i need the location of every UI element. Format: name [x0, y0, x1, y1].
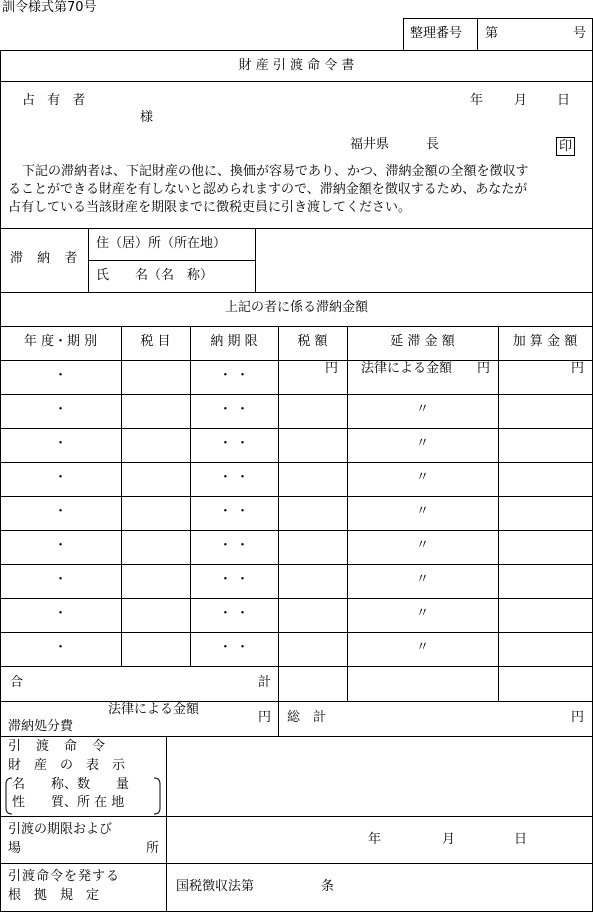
row-rule	[0, 428, 593, 429]
row-rule	[0, 462, 593, 463]
form-title: 財 産 引 渡 命 令 書	[238, 58, 355, 73]
row-period: ・	[53, 470, 67, 485]
col-line-3	[278, 326, 279, 736]
date-day: 日	[557, 93, 571, 108]
row-rule	[0, 632, 593, 633]
ref-prefix: 第	[485, 26, 499, 41]
deadline-day: 日	[514, 832, 528, 847]
occupant-label: 占 有 者	[22, 93, 90, 108]
title-rule	[0, 81, 593, 82]
basis-value-suffix: 条	[321, 879, 335, 894]
row-late-ditto: 〃	[415, 436, 429, 451]
frame-top	[0, 50, 593, 51]
disposal-label: 滞納処分費	[8, 719, 74, 734]
delinquent-address-label: 住（居）所（所在地）	[96, 236, 227, 251]
col-header-period: 年 度・期 別	[23, 334, 98, 349]
row-rule	[0, 598, 593, 599]
lower-label-divider	[166, 736, 167, 912]
property-line-1: 引 渡 命 令	[8, 739, 107, 754]
row-period: ・	[53, 402, 67, 417]
row1-due: ・ ・	[218, 368, 250, 383]
row1-period: ・	[53, 368, 67, 383]
deadline-year: 年	[368, 832, 382, 847]
disposal-rule	[0, 736, 593, 737]
ref-box-left	[403, 18, 404, 50]
property-rule	[0, 816, 593, 817]
occupant-sama: 様	[140, 110, 154, 125]
row1-late-legal: 法律による金額	[361, 361, 453, 376]
row-due: ・ ・	[218, 640, 250, 655]
row-late-ditto: 〃	[415, 606, 429, 621]
row-period: ・	[53, 606, 67, 621]
row-period: ・	[53, 640, 67, 655]
row-due: ・ ・	[218, 572, 250, 587]
row1-add-unit: 円	[571, 361, 585, 376]
deadline-line-2b: 所	[146, 841, 160, 856]
row-rule-1	[0, 394, 593, 395]
row-late-ditto: 〃	[415, 470, 429, 485]
grand-total-label: 総 計	[287, 710, 327, 725]
issuer-chief: 長	[426, 137, 440, 152]
date-month: 月	[514, 93, 528, 108]
form-number: 訓令様式第70号	[2, 0, 97, 15]
row-late-ditto: 〃	[415, 640, 429, 655]
total-label-right: 計	[258, 675, 272, 690]
row-rule	[0, 530, 593, 531]
row-due: ・ ・	[218, 504, 250, 519]
basis-value-prefix: 国税徴収法第	[176, 879, 255, 894]
row-due: ・ ・	[218, 538, 250, 553]
deadline-rule	[0, 863, 593, 864]
col-header-additional: 加 算 金 額	[512, 334, 578, 349]
property-line-2: 財 産 の 表 示	[8, 758, 126, 773]
total-rule	[0, 701, 593, 702]
issuer-pref: 福井県	[350, 137, 390, 152]
property-line-4: 性 質、所 在 地	[12, 795, 125, 810]
ref-box-top	[403, 18, 593, 19]
row-late-ditto: 〃	[415, 402, 429, 417]
row-rule	[0, 564, 593, 565]
header-rule	[0, 360, 593, 361]
row-late-ditto: 〃	[415, 572, 429, 587]
date-year: 年	[470, 93, 484, 108]
delinquent-label: 滞 納 者	[10, 251, 83, 266]
row-period: ・	[53, 572, 67, 587]
ref-label: 整理番号	[410, 26, 463, 41]
row-due: ・ ・	[218, 470, 250, 485]
amount-title-rule	[0, 326, 593, 327]
delinq-mid-rule	[88, 260, 255, 261]
ref-suffix: 号	[573, 26, 587, 41]
amount-title: 上記の者に係る滞納金額	[224, 300, 368, 315]
disposal-legal-label: 法律による金額	[108, 702, 200, 717]
grand-total-unit: 円	[571, 710, 585, 725]
deadline-line-2a: 場	[8, 841, 22, 856]
section-rule-2	[0, 292, 593, 293]
row-period: ・	[53, 504, 67, 519]
col-line-5	[498, 326, 499, 701]
row-late-ditto: 〃	[415, 538, 429, 553]
property-line-3: 名 称、数 量	[12, 777, 130, 792]
body-line-3: 占有している当該財産を期限までに徴税吏員に引き渡してください。	[8, 200, 412, 215]
row-due: ・ ・	[218, 606, 250, 621]
col-header-late-fee: 延 滞 金 額	[390, 334, 455, 349]
deadline-month: 月	[442, 832, 456, 847]
row-due: ・ ・	[218, 402, 250, 417]
deadline-line-1: 引渡の期限および	[8, 822, 113, 837]
basis-line-1: 引渡命令を発する	[8, 869, 121, 884]
col-header-tax-item: 税 目	[140, 334, 171, 349]
row-late-ditto: 〃	[415, 504, 429, 519]
delinq-vline-2	[255, 228, 256, 292]
body-line-1: 下記の滞納者は、下記財産の他に、換価が容易であり、かつ、滞納金額の全額を徴収す	[22, 164, 529, 179]
disposal-unit: 円	[258, 710, 272, 725]
ref-box-divider	[477, 18, 478, 50]
property-brackets	[4, 776, 166, 816]
delinquent-name-label: 氏 名（名 称）	[96, 268, 214, 283]
row-period: ・	[53, 538, 67, 553]
total-label-left: 合	[10, 675, 24, 690]
row1-tax-unit: 円	[325, 361, 339, 376]
basis-line-2: 根 拠 規 定	[8, 888, 100, 903]
seal-mark: 印	[556, 137, 575, 156]
body-line-2: ることができる財産を有しないと認められますので、滞納金額を徴収するため、あなたが	[8, 182, 528, 197]
col-header-tax-amount: 税 額	[297, 334, 328, 349]
row-rule	[0, 496, 593, 497]
row-rule	[0, 666, 593, 667]
row-due: ・ ・	[218, 436, 250, 451]
row-period: ・	[53, 436, 67, 451]
col-header-due-date: 納 期 限	[210, 334, 258, 349]
row1-late-unit: 円	[477, 361, 491, 376]
